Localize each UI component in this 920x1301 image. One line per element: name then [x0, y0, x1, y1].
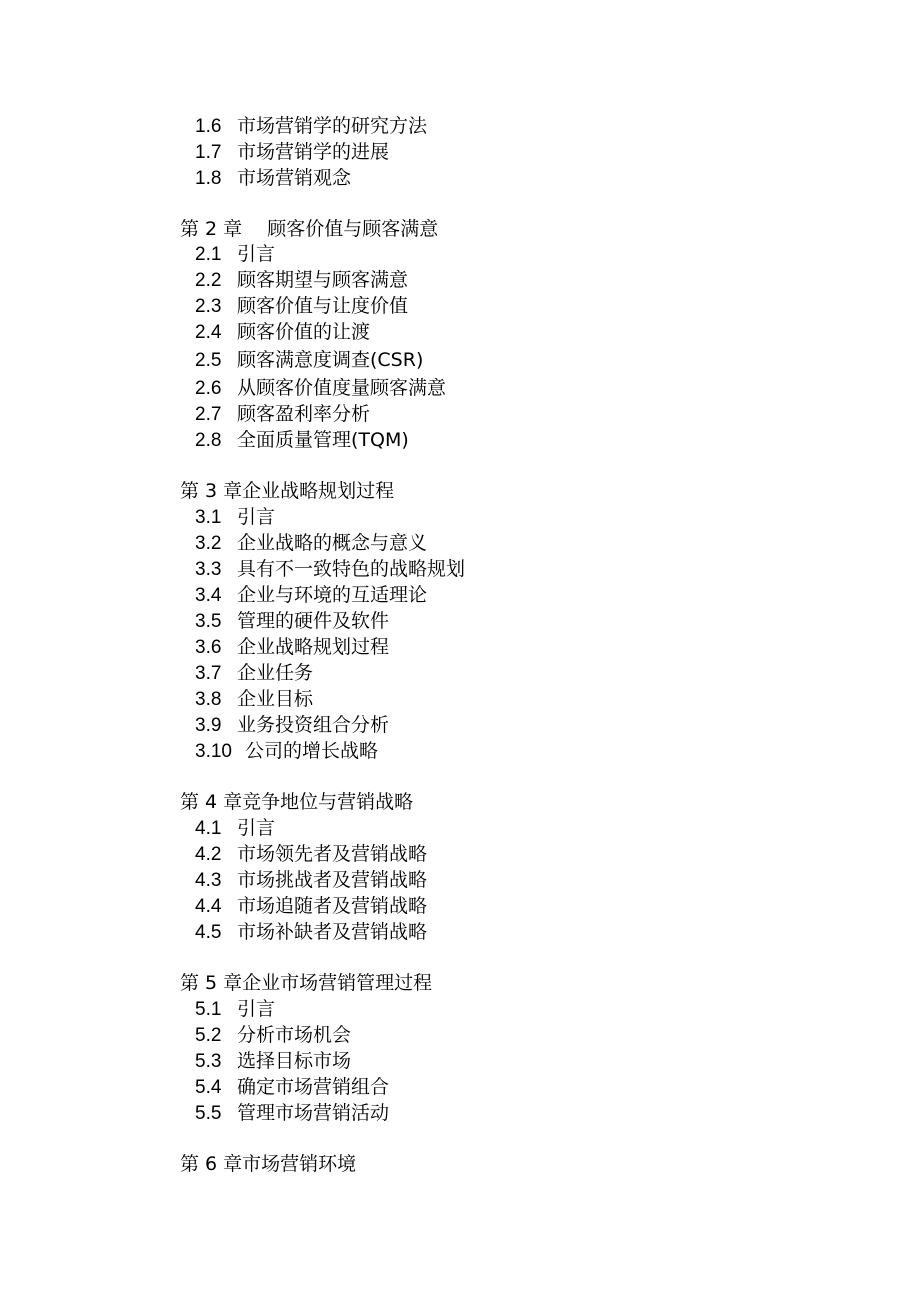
section-title: 市场领先者及营销战略 [237, 843, 428, 865]
section-number: 2.1 [195, 244, 222, 265]
section-title: 市场补缺者及营销战略 [237, 921, 428, 943]
section-number: 5.1 [195, 999, 222, 1020]
toc-entry [195, 165, 351, 191]
chapter-heading: 第 3 章企业战略规划过程 [180, 480, 395, 502]
section-title: 市场追随者及营销战略 [237, 895, 428, 917]
section-number: 4.1 [195, 818, 222, 839]
section-number: 3.4 [195, 585, 222, 606]
section-title: 业务投资组合分析 [237, 714, 390, 736]
toc-entry [195, 738, 378, 764]
section-number: 5.4 [195, 1077, 222, 1098]
toc-entry [195, 347, 423, 373]
section-title: 企业目标 [237, 688, 314, 710]
section-title: 公司的增长战略 [245, 740, 379, 762]
section-title: 引言 [237, 506, 276, 528]
toc-entry [195, 139, 389, 165]
toc-entry [195, 293, 408, 319]
section-title: 引言 [237, 817, 276, 839]
section-title: 企业与环境的互适理论 [237, 584, 428, 606]
chapter-heading: 第 6 章市场营销环境 [180, 1153, 357, 1175]
toc-entry [195, 712, 389, 738]
section-title: 市场营销学的研究方法 [237, 115, 428, 137]
section-number: 2.6 [195, 378, 222, 399]
toc-entry [195, 841, 427, 867]
section-number: 4.4 [195, 896, 222, 917]
section-number: 1.8 [195, 168, 222, 189]
chapter-heading: 第 5 章企业市场营销管理过程 [180, 972, 433, 994]
toc-entry [195, 582, 427, 608]
toc-entry [195, 919, 427, 945]
toc-entry [195, 504, 275, 530]
toc-entry [195, 996, 275, 1022]
section-title: 管理市场营销活动 [237, 1102, 390, 1124]
toc-entry [195, 608, 389, 634]
toc-entry [195, 375, 446, 401]
section-title: 引言 [237, 998, 276, 1020]
section-number: 2.7 [195, 404, 222, 425]
toc-entry [195, 319, 370, 345]
section-title: 顾客价值的让渡 [237, 321, 371, 343]
section-title: 选择目标市场 [237, 1050, 352, 1072]
section-title: 顾客价值与让度价值 [237, 295, 409, 317]
section-number: 3.1 [195, 507, 222, 528]
section-number: 2.5 [195, 350, 222, 371]
section-number: 1.6 [195, 116, 222, 137]
section-title: 具有不一致特色的战略规划 [237, 558, 466, 580]
toc-entry [195, 1100, 389, 1126]
section-number: 3.7 [195, 663, 222, 684]
toc-entry [195, 113, 427, 139]
section-title: 确定市场营销组合 [237, 1076, 390, 1098]
section-title: 全面质量管理(TQM) [237, 429, 409, 451]
section-title: 企业任务 [237, 662, 314, 684]
section-title: 企业战略的概念与意义 [237, 532, 428, 554]
section-title: 引言 [237, 243, 276, 265]
section-number: 3.3 [195, 559, 222, 580]
toc-entry [195, 267, 408, 293]
section-number: 2.4 [195, 322, 222, 343]
section-title: 分析市场机会 [237, 1024, 352, 1046]
section-number: 2.2 [195, 270, 222, 291]
section-number: 5.5 [195, 1103, 222, 1124]
section-number: 4.3 [195, 870, 222, 891]
toc-entry [195, 530, 427, 556]
toc-entry [195, 1022, 351, 1048]
toc-entry [195, 660, 313, 686]
section-number: 4.5 [195, 922, 222, 943]
toc-entry [195, 1074, 389, 1100]
toc-entry [195, 401, 370, 427]
section-number: 3.6 [195, 637, 222, 658]
section-number: 5.2 [195, 1025, 222, 1046]
section-number: 4.2 [195, 844, 222, 865]
section-title: 管理的硬件及软件 [237, 610, 390, 632]
toc-entry [195, 427, 409, 453]
section-number: 2.8 [195, 430, 222, 451]
section-title: 市场营销观念 [237, 167, 352, 189]
chapter-heading: 第 4 章竞争地位与营销战略 [180, 791, 414, 813]
section-number: 5.3 [195, 1051, 222, 1072]
section-number: 3.2 [195, 533, 222, 554]
section-title: 市场营销学的进展 [237, 141, 390, 163]
section-title: 企业战略规划过程 [237, 636, 390, 658]
section-number: 3.8 [195, 689, 222, 710]
chapter-heading: 第 2 章 顾客价值与顾客满意 [180, 218, 439, 240]
section-title: 顾客满意度调查(CSR) [237, 349, 424, 371]
section-title: 顾客盈利率分析 [237, 403, 371, 425]
section-number: 3.10 [195, 741, 232, 762]
section-title: 顾客期望与顾客满意 [237, 269, 409, 291]
toc-entry [195, 686, 313, 712]
section-number: 3.5 [195, 611, 222, 632]
section-title: 从顾客价值度量顾客满意 [237, 377, 447, 399]
toc-entry [195, 241, 275, 267]
section-number: 3.9 [195, 715, 222, 736]
toc-entry [195, 556, 465, 582]
toc-entry [195, 867, 427, 893]
section-title: 市场挑战者及营销战略 [237, 869, 428, 891]
toc-entry [195, 634, 389, 660]
toc-entry [195, 815, 275, 841]
section-number: 2.3 [195, 296, 222, 317]
toc-entry [195, 893, 427, 919]
toc-entry [195, 1048, 351, 1074]
section-number: 1.7 [195, 142, 222, 163]
